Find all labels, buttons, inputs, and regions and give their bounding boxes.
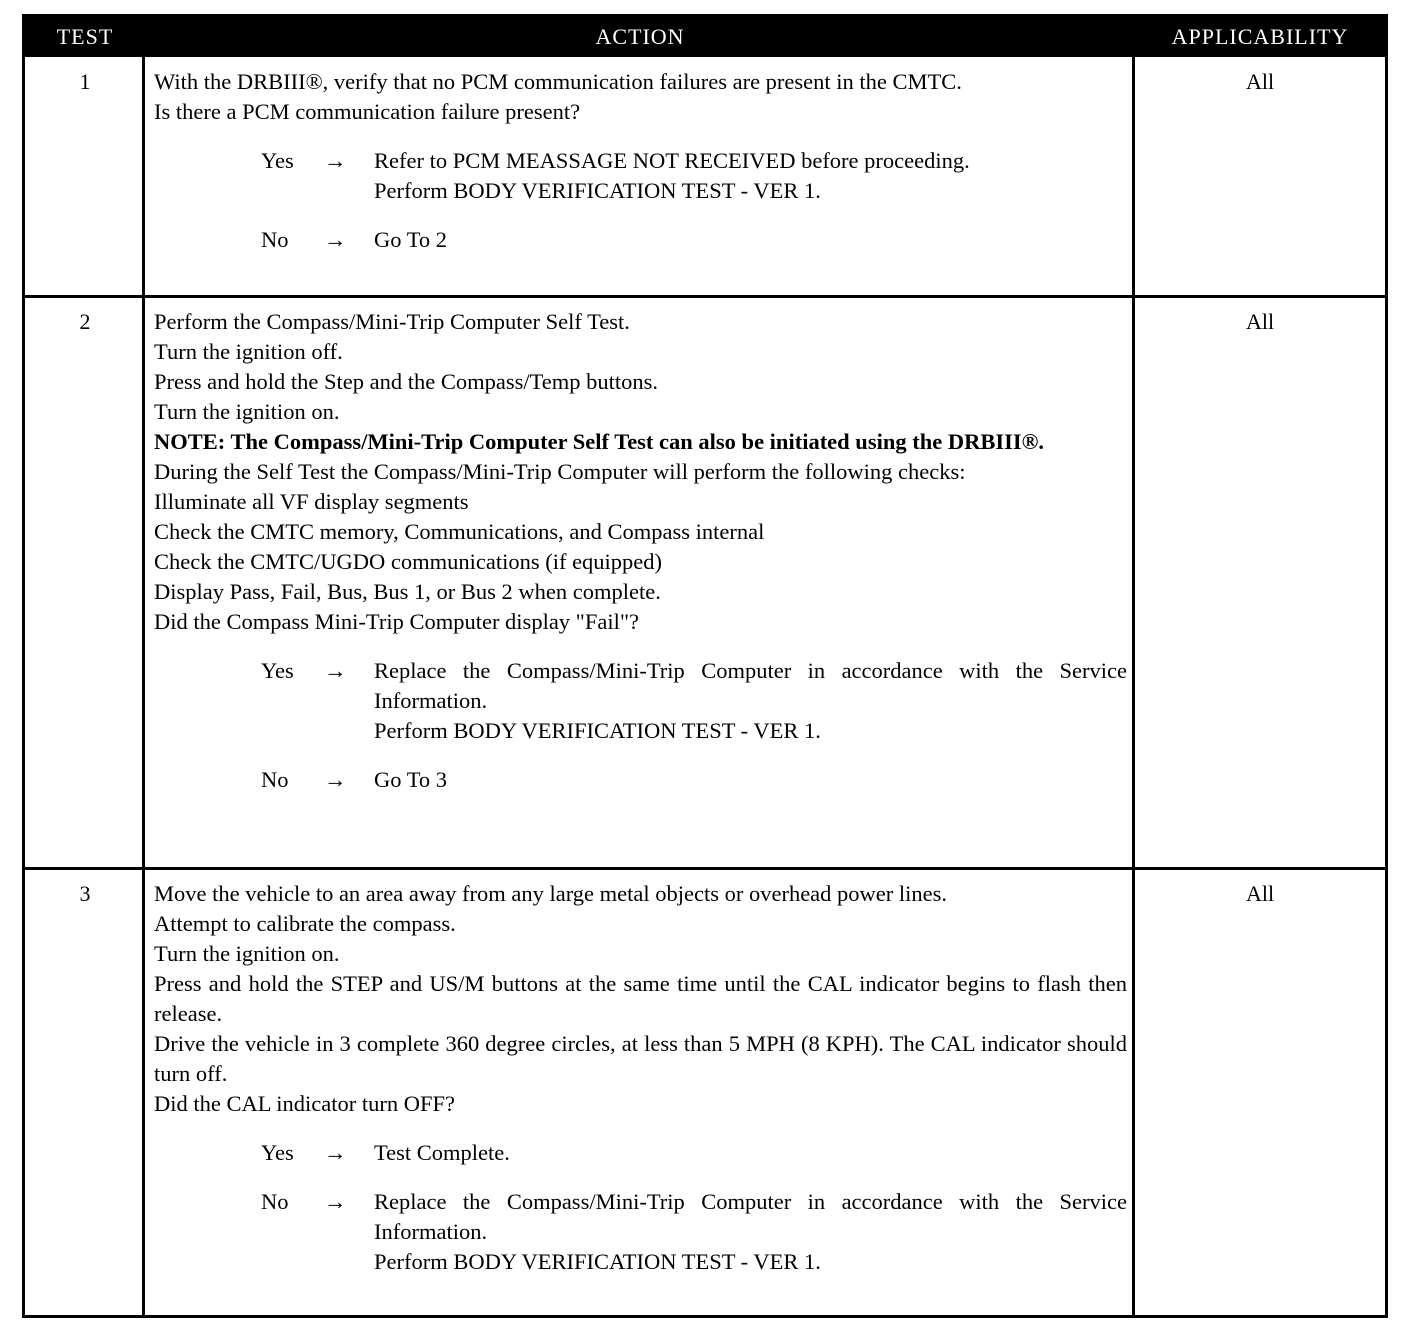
action-cell (154, 879, 1127, 1277)
action-line: Drive the vehicle in 3 complete 360 degree circles, at less than 5 MPH (8 KPH). The CAL indicator should turn off. (154, 1031, 1127, 1086)
answer-line: Go To 2 (374, 227, 448, 252)
yes-label: Yes (261, 1140, 294, 1165)
action-line: Move the vehicle to an area away from any large metal objects or overhead power lines. (154, 881, 948, 906)
diagnostic-test-table (22, 14, 1388, 1318)
action-line: During the Self Test the Compass/Mini-Trip Computer will perform the following checks: (154, 459, 966, 484)
test-number: 2 (79, 309, 91, 334)
action-line: Check the CMTC/UGDO communications (if equipped) (154, 549, 663, 574)
action-line: Is there a PCM communication failure present? (154, 99, 581, 124)
note-text: NOTE: The Compass/Mini-Trip Computer Self Test can also be initiated using the DRBIII®. (154, 429, 1045, 454)
answer-line: Replace the Compass/Mini-Trip Computer in accordance with the Service Information. (374, 658, 1127, 713)
table-header (25, 17, 1385, 57)
answer-line: Perform BODY VERIFICATION TEST - VER 1. (374, 1249, 821, 1274)
answer-line: Go To 3 (374, 767, 448, 792)
header-applicability: APPLICABILITY (1171, 24, 1349, 49)
applicability: All (1245, 69, 1275, 94)
yes-answer (154, 146, 1127, 206)
action-line: Did the Compass Mini-Trip Computer display "Fail"? (154, 609, 640, 634)
yes-label: Yes (261, 658, 294, 683)
row-divider (25, 867, 1385, 870)
applicability: All (1245, 881, 1275, 906)
action-line: Display Pass, Fail, Bus, Bus 1, or Bus 2 when complete. (154, 579, 661, 604)
no-answer (154, 225, 1127, 255)
action-line: Press and hold the Step and the Compass/Temp buttons. (154, 369, 659, 394)
no-answer (154, 1187, 1127, 1277)
action-line: Turn the ignition on. (154, 941, 340, 966)
answer-line: Replace the Compass/Mini-Trip Computer in accordance with the Service Information. (374, 1189, 1127, 1244)
action-cell (154, 307, 1127, 795)
header-test: TEST (56, 24, 114, 49)
no-answer (154, 765, 1127, 795)
no-label: No (261, 1189, 289, 1214)
yes-answer (154, 656, 1127, 746)
arrow-icon: → (324, 1189, 347, 1214)
action-line: Did the CAL indicator turn OFF? (154, 1091, 456, 1116)
answer-line: Test Complete. (374, 1140, 510, 1165)
arrow-icon: → (324, 658, 347, 683)
answer-line: Refer to PCM MEASSAGE NOT RECEIVED before proceeding. (374, 148, 970, 173)
action-line: Press and hold the STEP and US/M buttons at the same time until the CAL indicator begins to flash then release. (154, 971, 1127, 1026)
arrow-icon: → (324, 1140, 347, 1165)
action-line: Check the CMTC memory, Communications, and Compass internal (154, 519, 765, 544)
arrow-icon: → (324, 148, 347, 173)
arrow-icon: → (324, 767, 347, 792)
action-line: Perform the Compass/Mini-Trip Computer Self Test. (154, 309, 630, 334)
yes-answer (154, 1138, 1127, 1168)
column-divider (142, 17, 145, 1315)
test-number: 3 (79, 881, 91, 906)
answer-line: Perform BODY VERIFICATION TEST - VER 1. (374, 718, 821, 743)
action-line: Turn the ignition off. (154, 339, 343, 364)
arrow-icon: → (324, 227, 347, 252)
column-divider (1132, 17, 1135, 1315)
row-divider (25, 295, 1385, 298)
action-line: Attempt to calibrate the compass. (154, 911, 456, 936)
no-label: No (261, 767, 289, 792)
yes-label: Yes (261, 148, 294, 173)
action-cell (154, 67, 1127, 255)
no-label: No (261, 227, 289, 252)
header-action: ACTION (595, 24, 685, 49)
action-line: Turn the ignition on. (154, 399, 340, 424)
action-line: With the DRBIII®, verify that no PCM communication failures are present in the CMTC. (154, 69, 962, 94)
test-number: 1 (79, 69, 91, 94)
answer-line: Perform BODY VERIFICATION TEST - VER 1. (374, 178, 821, 203)
applicability: All (1245, 309, 1275, 334)
action-line: Illuminate all VF display segments (154, 489, 469, 514)
